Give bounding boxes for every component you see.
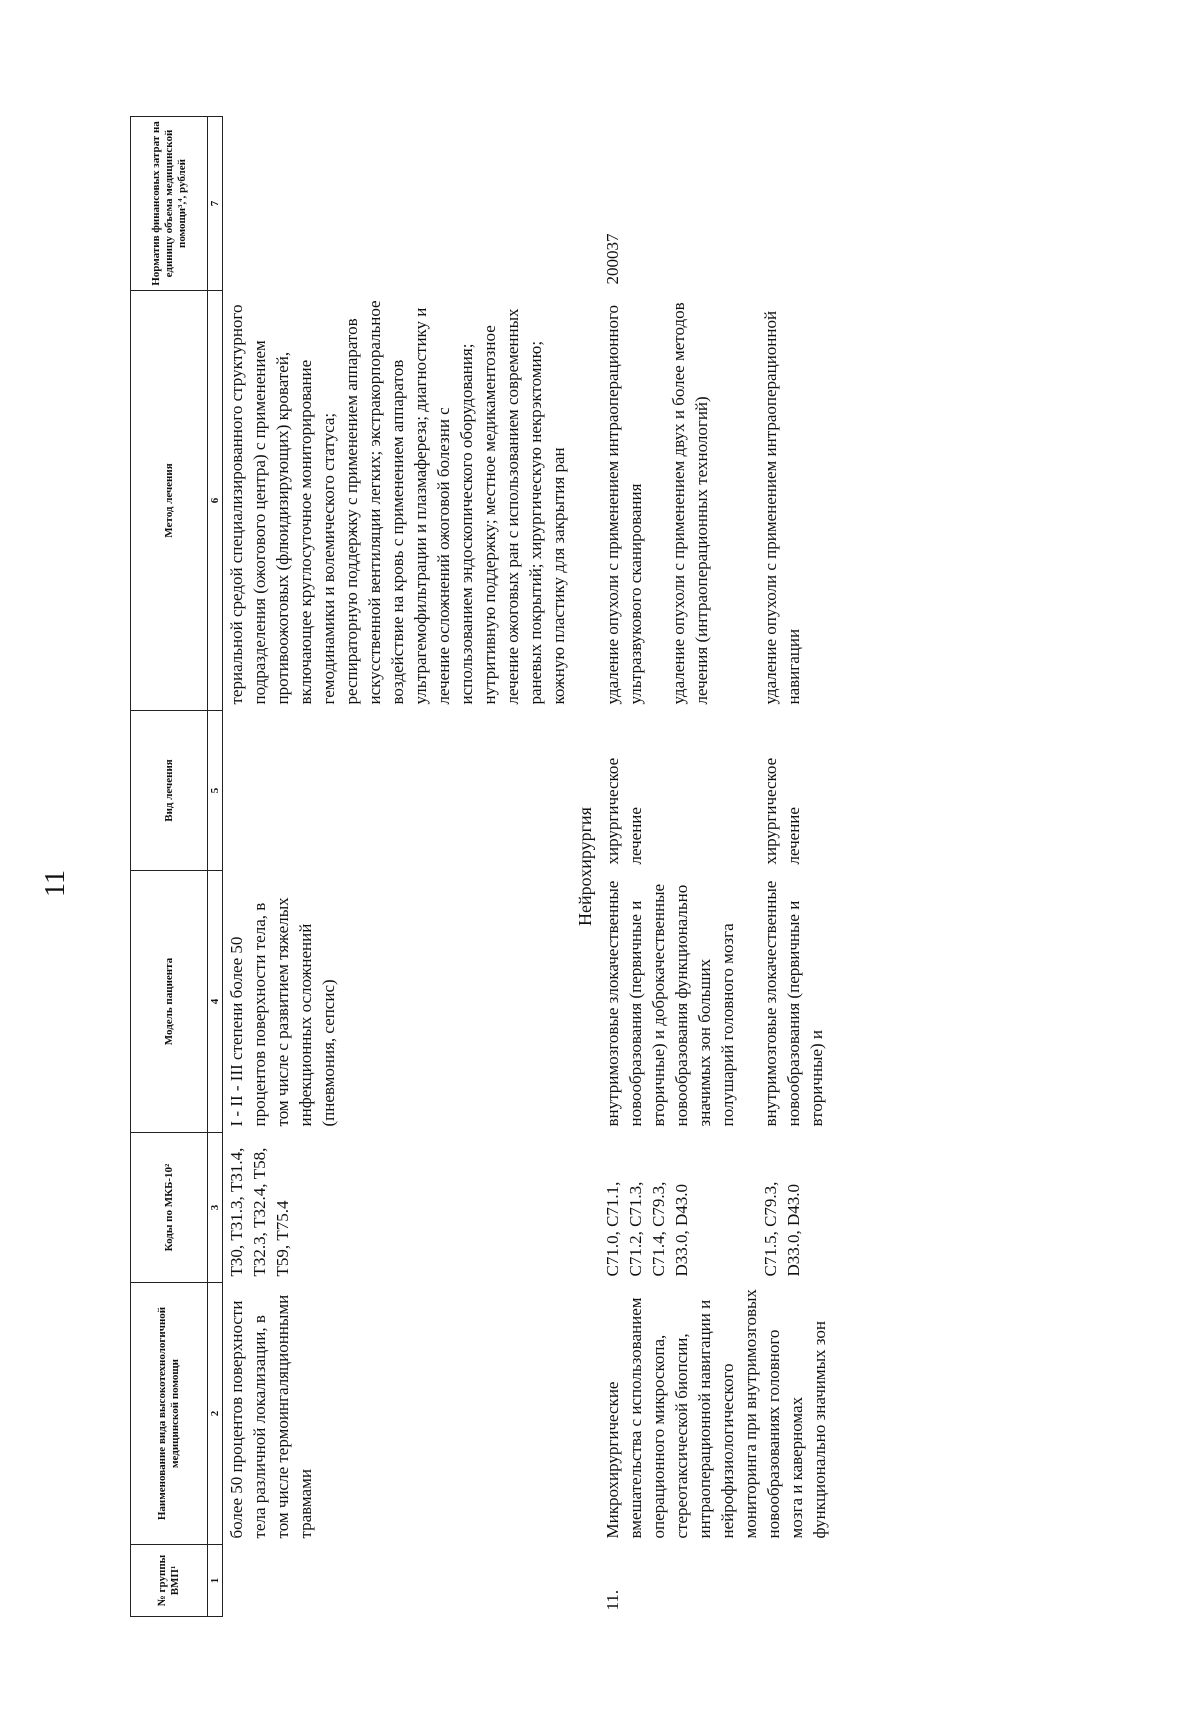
cell-icd-codes: C71.0, C71.1, C71.2, C71.3, C71.4, C79.3, D33.0, D43.0 — [603, 1181, 691, 1277]
cell-icd-codes: C71.5, C79.3, D33.0, D43.0 — [761, 1181, 804, 1277]
header-patient-model: Модель пациента — [131, 871, 208, 1133]
column-number: 3 — [208, 1133, 223, 1283]
section-title: Нейрохирургия — [575, 807, 595, 926]
cell-treatment-method — [223, 291, 573, 711]
header-group-number: № группы ВМП¹ — [131, 1545, 208, 1617]
cell-vmp-name: более 50 процентов поверхности тела различной локализации, в том числе термоингаляционными травмами — [227, 1294, 315, 1539]
method-text: удаление опухоли с применением двух и более методов лечения (интраоперационных технологий) — [669, 302, 711, 705]
header-icd-codes: Коды по МКБ-10² — [131, 1133, 208, 1283]
column-number: 4 — [208, 871, 223, 1133]
column-number: 5 — [208, 711, 223, 871]
cell-treatment-method: удаление опухоли с применением интраоперационной навигации — [761, 310, 804, 705]
column-number: 1 — [208, 1545, 223, 1617]
cell-cost — [223, 117, 573, 291]
vmp-table — [130, 116, 833, 1617]
header-treatment-type: Вид лечения — [131, 711, 208, 871]
method-text: раневых покрытий; хирургическую некрэктомию; кожную пластику для закрытия ран — [526, 340, 568, 705]
spacer — [647, 297, 667, 705]
cell-icd-codes: Т30, Т31.3, Т31.4, Т32.3, Т32.4, Т58, Т59, Т75.4 — [227, 1147, 292, 1277]
header-treatment-method: Метод лечения — [131, 291, 208, 711]
cell-group: 11. — [603, 1589, 622, 1611]
column-number-row — [208, 117, 223, 1617]
column-number: 6 — [208, 291, 223, 711]
header-row — [131, 117, 208, 1617]
cell-treatment-type — [223, 711, 573, 871]
cell-treatment-type: хирургическое лечение — [603, 757, 645, 865]
section-row — [572, 117, 599, 1617]
page-number: 11 — [40, 870, 71, 897]
header-cost-standard: Норматив финансовых затрат на единицу объема медицинской помощи³,⁴, рублей — [131, 117, 208, 291]
cell-cost: 200037 — [603, 233, 622, 285]
cell-treatment-type: хирургическое лечение — [761, 757, 804, 865]
method-text: удаление опухоли с применением интраоперационного ультразвукового сканирования — [603, 304, 645, 705]
cell-vmp-name: Микрохирургические вмешательства с использованием операционного микроскопа, стереотаксической биопсии, интраоперационной навигации и нейрофизиологического мониторинга при внутримозговых новообразованиях головного мозга и каверномах функционально значимых зон — [603, 1289, 829, 1539]
cell-treatment-method — [599, 291, 745, 711]
cell-patient-model: I - II - III степени более 50 процентов поверхности тела, в том числе с развитием тяжелых инфекционных осложнений (пневмония, сепсис) — [227, 897, 338, 1127]
column-number: 7 — [208, 117, 223, 291]
cell-patient-model: внутримозговые злокачественные новообразования (первичные и вторичные) и доброкачественные новообразования функционально значимых зон больших полушарий головного мозга — [603, 880, 737, 1127]
table-row-burns — [223, 117, 573, 1617]
cell-patient-model: внутримозговые злокачественные новообразования (первичные и вторичные) и — [761, 880, 827, 1127]
header-vmp-name: Наименование вида высокотехнологичной медицинской помощи — [131, 1283, 208, 1545]
method-text: териальной средой специализированного структурного подразделения (ожогового центра) с применением противоожоговых (флюидизирующих) кроватей, включающее круглосуточное мониторирование гемодинамики и волемического статуса; респираторную поддержку с применением аппаратов искусственной вентиляции легких; экстракорпоральное воздействие на кровь с применением аппаратов ультрагемофильтрации и плазмафереза; диагностику и лечение осложнений ожоговой болезни с использованием эндоскопического оборудования; нутритивную поддержку; местное медикаментозное лечение ожоговых ран с использованием современных — [227, 300, 522, 705]
cell-group — [223, 1545, 573, 1617]
column-number: 2 — [208, 1283, 223, 1545]
table-row-neurosurgery — [599, 117, 745, 1617]
